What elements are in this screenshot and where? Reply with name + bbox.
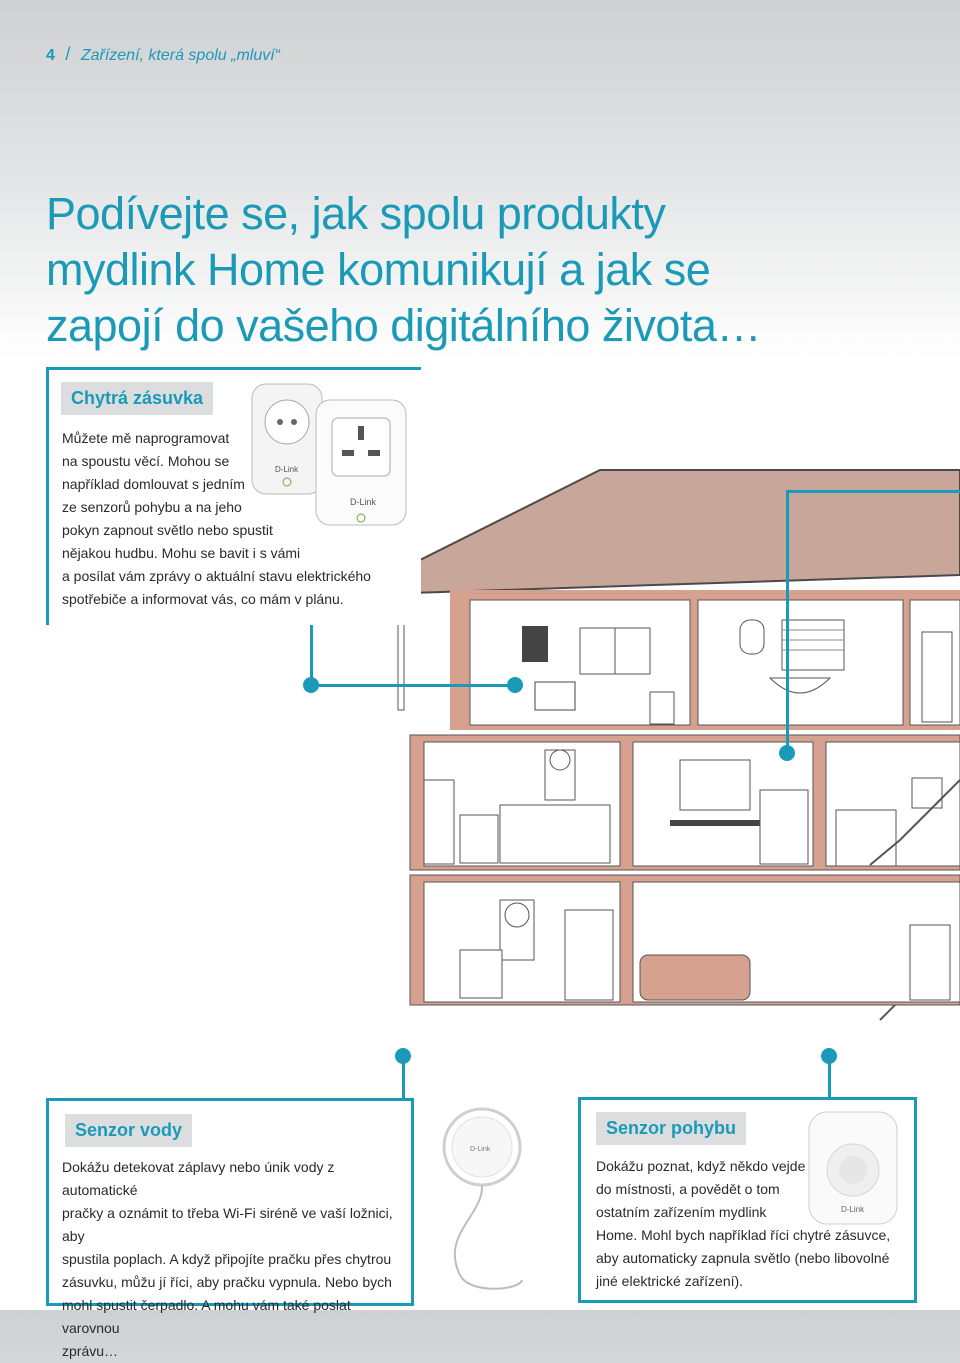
text-line: mohl spustit čerpadlo. A mohu vám také poslat varovnou	[62, 1297, 351, 1336]
text-line: Můžete mě naprogramovat	[62, 430, 230, 446]
page-header	[46, 44, 280, 65]
text-line: spustila poplach. A když připojíte pračku přes chytrou	[62, 1251, 392, 1267]
text-line: Home. Mohl bych například říci chytré zásuvce,	[596, 1227, 891, 1243]
text-line: a posílat vám zprávy o aktuální stavu elektrického	[62, 568, 371, 584]
text-line: na spoustu věcí. Mohou se	[62, 453, 230, 469]
connector-dot	[395, 1048, 411, 1064]
title-line: mydlink Home komunikují a jak se	[46, 244, 711, 295]
connector-dot	[779, 745, 795, 761]
text-line: Dokážu detekovat záplavy nebo únik vody z automatické	[62, 1159, 335, 1198]
water-sensor-product-image	[430, 1105, 540, 1300]
text-line: nějakou hudbu. Mohu se bavit i s vámi	[62, 545, 301, 561]
page-title	[46, 186, 761, 354]
text-line: spotřebiče a informovat vás, co mám v plánu.	[62, 591, 344, 607]
connector-dot	[507, 677, 523, 693]
section-title: Zařízení, která spolu „mluví“	[80, 47, 280, 64]
header-separator: /	[65, 44, 71, 64]
text-line: zprávu…	[62, 1343, 119, 1359]
title-line: zapojí do vašeho digitálního života…	[46, 300, 761, 351]
text-line: například domlouvat s jedním	[62, 476, 245, 492]
motion-sensor-product-image	[805, 1108, 901, 1228]
text-line: zásuvku, můžu jí říci, aby pračku vypnula. Nebo bych	[62, 1274, 392, 1290]
text-line: jiné elektrické zařízení).	[596, 1273, 744, 1289]
connector-dot	[821, 1048, 837, 1064]
text-line: ostatním zařízením mydlink	[596, 1204, 767, 1220]
card-border	[46, 1098, 411, 1101]
svg-text:D-Link: D-Link	[841, 1205, 865, 1214]
svg-text:D-Link: D-Link	[275, 465, 299, 474]
text-line: pračky a oznámit to třeba Wi-Fi siréně ve vaší ložnici, aby	[62, 1205, 393, 1244]
smart-plug-heading: Chytrá zásuvka	[61, 382, 213, 415]
smart-plug-product-image	[250, 380, 430, 530]
title-line: Podívejte se, jak spolu produkty	[46, 188, 666, 239]
water-sensor-text	[62, 1156, 407, 1363]
motion-sensor-heading: Senzor pohybu	[596, 1112, 746, 1145]
text-line: do místnosti, a povědět o tom	[596, 1181, 780, 1197]
connector-line	[786, 490, 960, 493]
water-sensor-heading: Senzor vody	[65, 1114, 192, 1147]
text-line: Dokážu poznat, když někdo vejde	[596, 1158, 806, 1174]
connector-dot	[303, 677, 319, 693]
svg-text:D-Link: D-Link	[350, 497, 377, 507]
text-line: ze senzorů pohybu a na jeho	[62, 499, 242, 515]
house-illustration	[340, 460, 960, 1060]
connector-line	[786, 490, 789, 752]
text-line: pokyn zapnout světlo nebo spustit	[62, 522, 273, 538]
page-number: 4	[46, 47, 55, 64]
connector-line	[310, 684, 515, 687]
svg-text:D-Link: D-Link	[470, 1146, 491, 1153]
text-line: aby automaticky zapnula světlo (nebo libovolné	[596, 1250, 890, 1266]
